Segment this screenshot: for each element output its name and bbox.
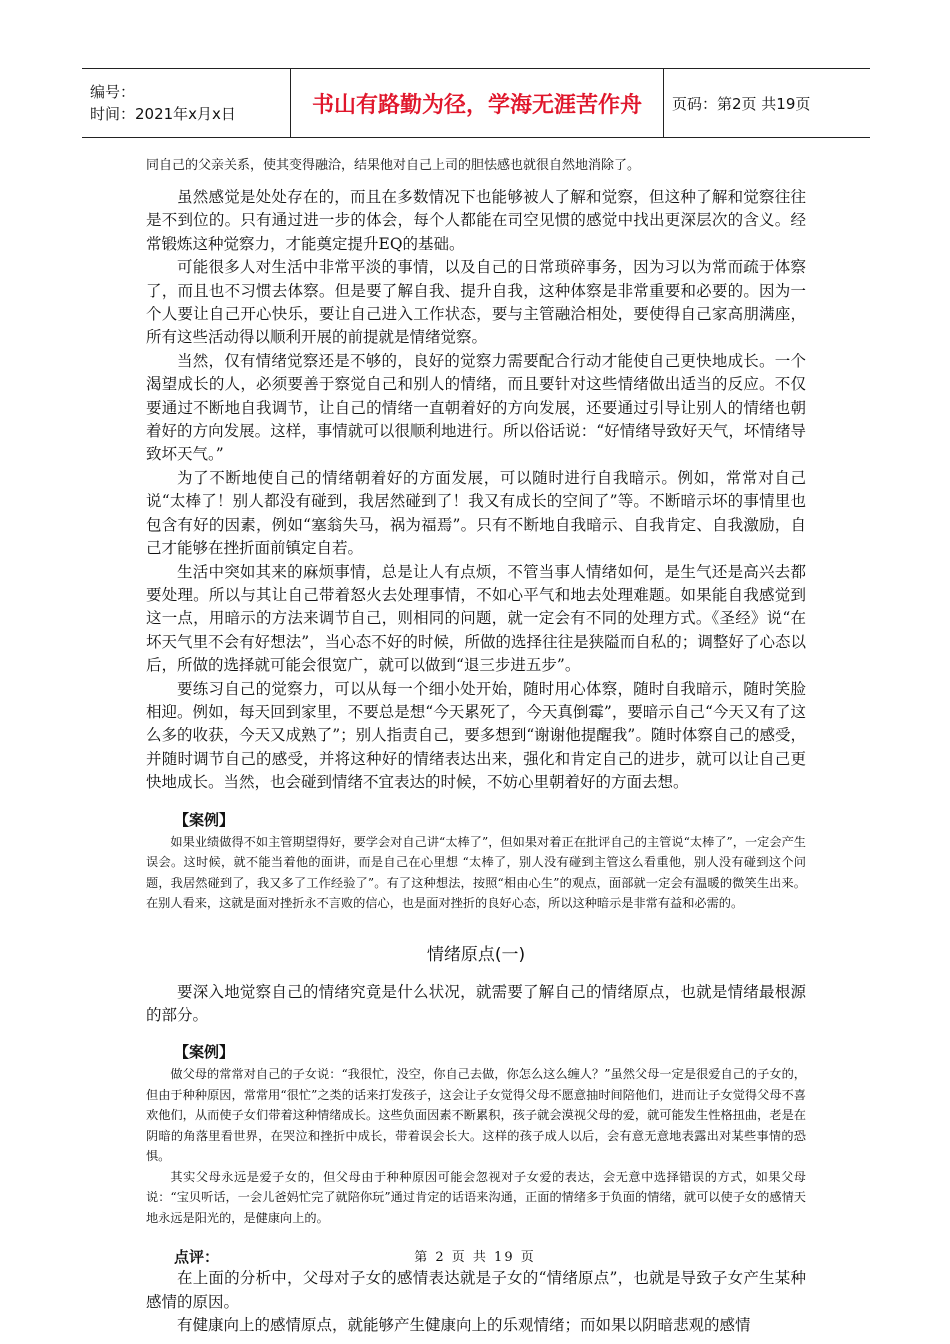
comment-paragraph: 在上面的分析中，父母对子女的感情表达就是子女的“情绪原点”，也就是导致子女产生某种感情的原因。 xyxy=(146,1269,806,1311)
header-meta xyxy=(82,69,291,137)
comment-heading: 点评： xyxy=(174,1248,220,1267)
document-number: 编号： xyxy=(90,83,136,101)
body-paragraph: 为了不断地使自己的情绪朝着好的方面发展，可以随时进行自我暗示。例如，常常对自己说“太棒了！别人都没有碰到，我居然碰到了！我又有成长的空间了”等。不断暗示坏的事情里也包含有好的因素，例如“塞翁失马，祸为福焉”。只有不断地自我暗示、自我肯定、自我激励，自己才能够在挫折面前镇定自若。 xyxy=(146,468,806,558)
case-text: 其实父母永远是爱子女的，但父母由于种种原因可能会忽视对子女爱的表达，会无意中选择错误的方式，如果父母说：“宝贝听话，一会儿爸妈忙完了就陪你玩”通过肯定的话语来沟通，正面的情绪多于负面的情绪，就可以使子女的感情天地永远是阳光的，是健康向上的。 xyxy=(146,1169,806,1225)
case-heading: 【案例】 xyxy=(174,1043,235,1062)
page-footer: 第 2 页 共 19 页 xyxy=(414,1250,536,1265)
body-paragraph: 要练习自己的觉察力，可以从每一个细小处开始，随时用心体察，随时自我暗示，随时笑脸相迎。例如，每天回到家里，不要总是想“今天累死了，今天真倒霉”，要暗示自己“今天又有了这么多的收获，今天又成熟了”；别人指责自己，要多想到“谢谢他提醒我”。随时体察自己的感受，并随时调节自己的感受，并将这种好的情绪表达出来，强化和肯定自己的进步，就可以让自己更快地成长。当然，也会碰到情绪不宜表达的时候，不妨心里朝着好的方面去想。 xyxy=(146,679,806,792)
body-paragraph: 生活中突如其来的麻烦事情，总是让人有点烦，不管当事人情绪如何，是生气还是高兴去都要处理。所以与其让自己带着怒火去处理事情，不如心平气和地去处理难题。如果能自我感觉到这一点，用暗示的方法来调节自己，则相同的问题，就一定会有不同的处理方式。《圣经》说“在坏天气里不会有好想法”，当心态不好的时候，所做的选择往往是狭隘而自私的；调整好了心态以后，所做的选择就可能会很宽广，就可以做到“退三步进五步”。 xyxy=(146,562,806,675)
document-body xyxy=(146,156,806,1338)
body-paragraph: 可能很多人对生活中非常平淡的事情，以及自己的日常琐碎事务，因为习以为常而疏于体察了，而且也不习惯去体察。但是要了解自我、提升自我，这种体察是非常重要和必要的。因为一个人要让自己开心快乐，要让自己进入工作状态，要与主管融洽相处，要使得自己家高朋满座，所有这些活动得以顺利开展的前提就是情绪觉察。 xyxy=(146,258,806,347)
case-text: 做父母的常常对自己的子女说：“我很忙，没空，你自己去做，你怎么这么缠人？”虽然父母一定是很爱自己的子女的，但由于种种原因，常常用“很忙”之类的话来打发孩子，这会让子女觉得父母不愿意抽时间陪他们，进而让子女觉得父母不喜欢他们，从而使子女们带着这种情绪成长。这些负面因素不断累积，孩子就会漠视父母的爱，就可能发生性格扭曲，老是在阴暗的角落里看世界，在哭泣和挫折中成长，带着误会长大。这样的孩子成人以后，会有意无意地表露出对某些事情的恐惧。 xyxy=(146,1067,806,1164)
comment-paragraph: 有健康向上的感情原点，就能够产生健康向上的乐观情绪；而如果以阴暗悲观的感情 xyxy=(177,1316,751,1335)
header-motto: 书山有路勤为径，学海无涯苦作舟 xyxy=(291,69,664,137)
case-text: 如果业绩做得不如主管期望得好，要学会对自己讲“太棒了”，但如果对着正在批评自己的主管说“太棒了”，一定会产生误会。这时候，就不能当着他的面讲，而是自己在心里想 “太棒了，别人没有碰到主管这么看重他，别人没有碰到这个问题，我居然碰到了，我又多了工作经验了”。有了这种想法，按照“相由心生”的观点，面部就一定会有温暖的微笑生出来。在别人看来，这就是面对挫折永不言败的信心，也是面对挫折的良好心态，所以这种暗示是非常有益和必需的。 xyxy=(146,834,806,911)
case-heading: 【案例】 xyxy=(174,810,235,829)
page-header xyxy=(82,68,870,138)
header-page-info: 页码：第2页 共19页 xyxy=(672,94,811,113)
document-date: 时间：2021年x月x日 xyxy=(90,105,236,123)
body-paragraph: 当然，仅有情绪觉察还是不够的，良好的觉察力需要配合行动才能使自己更快地成长。一个渴望成长的人，必须要善于察觉自己和别人的情绪，而且要针对这些情绪做出适当的反应。不仅要通过不断地自我调节，让自己的情绪一直朝着好的方向发展，还要通过引导让别人的情绪也朝着好的方向发展。这样，事情就可以很顺利地进行。所以俗话说：“好情绪导致好天气，坏情绪导致坏天气。” xyxy=(146,351,806,464)
body-paragraph: 虽然感觉是处处存在的，而且在多数情况下也能够被人了解和觉察，但这种了解和觉察往往是不到位的。只有通过进一步的体会，每个人都能在司空见惯的感觉中找出更深层次的含义。经常锻炼这种觉察力，才能奠定提升EQ的基础。 xyxy=(146,188,806,253)
section-title: 情绪原点(一) xyxy=(426,944,526,965)
carry-over-line: 同自己的父亲关系，使其变得融洽，结果他对自己上司的胆怯感也就很自然地消除了。 xyxy=(146,158,641,173)
section-intro: 要深入地觉察自己的情绪究竟是什么状况，就需要了解自己的情绪原点，也就是情绪最根源的部分。 xyxy=(146,982,806,1024)
